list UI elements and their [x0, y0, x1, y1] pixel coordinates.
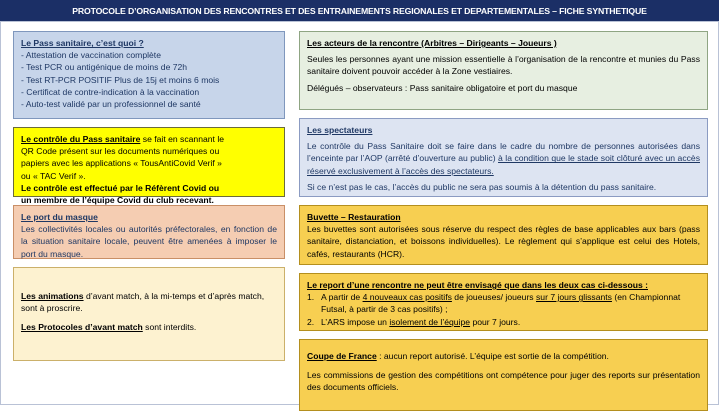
report-item1-u1: 4 nouveaux cas positifs [362, 292, 452, 303]
controle-pass-line1 [21, 133, 277, 145]
report-item-number: 2. [307, 316, 315, 327]
report-heading: Le report d’une rencontre ne peut être envisagé que dans les deux cas ci-dessous : [307, 280, 648, 290]
controle-pass-bold2: un membre de l’équipe Covid du club recevant. [21, 195, 214, 206]
report-item2-u1: isolement de l’équipe [389, 316, 471, 327]
coupe-heading: Coupe de France [307, 351, 377, 361]
page-title [0, 0, 719, 21]
acteurs-heading: Les acteurs de la rencontre (Arbitres – Dirigeants – Joueurs ) [307, 38, 557, 48]
section-animations [13, 267, 285, 361]
coupe-heading-rest: : aucun report autorisé. L’équipe est sortie de la compétition. [376, 351, 609, 361]
controle-pass-heading: Le contrôle du Pass sanitaire [21, 134, 141, 144]
protocoles-paragraph [21, 321, 277, 333]
buvette-heading: Buvette – Restauration [307, 212, 401, 222]
section-coupe-de-france [299, 339, 708, 411]
controle-pass-line2: QR Code présent sur les documents numériques ou [21, 146, 220, 157]
sheet-body [0, 21, 719, 405]
controle-pass-line4: ou « TAC Verif ». [21, 170, 86, 181]
report-item-text [321, 291, 700, 315]
report-item-number: 1. [307, 292, 315, 303]
spectateurs-p1-underlined: à la condition que le stade soit clôturé avec un accès réservé exclusivement à l’accès des spectateurs. [307, 153, 700, 176]
left-column [13, 31, 285, 369]
report-item1-a: A partir de [321, 292, 363, 303]
section-buvette [299, 205, 708, 265]
report-item2-a: L’ARS impose un [321, 316, 390, 327]
spacer [21, 314, 277, 321]
section-controle-pass [13, 127, 285, 206]
protocoles-text: sont interdits. [142, 322, 197, 333]
spectateurs-paragraph-2: Si ce n’est pas le cas, l’accès du public ne sera pas soumis à la détention du pass sanitaire. [307, 181, 657, 192]
report-item1-u2: sur 7 jours glissants [536, 292, 612, 303]
port-masque-heading: Le port du masque [21, 212, 98, 222]
pass-sanitaire-item: - Certificat de contre-indication à la vaccination [21, 86, 200, 97]
pass-sanitaire-item: - Test RT-PCR POSITIF Plus de 15j et moins 6 mois [21, 74, 220, 85]
right-column [299, 31, 708, 419]
animations-label: Les animations [21, 291, 84, 301]
coupe-heading-line [307, 350, 700, 362]
acteurs-paragraph-1: Seules les personnes ayant une mission essentielle à l’organisation de la rencontre et munies du Pass sanitaire doivent pouvoir accéder à la Zone vestiaires. [307, 54, 700, 77]
report-list-item [307, 316, 700, 328]
buvette-body: Les buvettes sont autorisées sous réserve du respect des règles de base applicables aux bars (pass sanitaire, distanciation, et boissons individuelles). Le règlement qui s’applique est celui des Hotels, cafés, restaurants (HCR). [307, 224, 700, 259]
section-acteurs [299, 31, 708, 110]
controle-pass-line1-rest: se fait en scannant le [140, 134, 225, 144]
spectateurs-p1-plain: Le contrôle du Pass Sanitaire doit se faire dans le cadre du nombre de personnes autorisées dans l’enceinte par l’AOP (arrêté d’ouverture au public) [307, 141, 700, 164]
port-masque-body: Les collectivités locales ou autorités préfectorales, en fonction de la situation sanitaire locale, peuvent être amenées à imposer le port du masque. [21, 224, 277, 259]
coupe-body: Les commissions de gestion des compétitions ont compétence pour juger des reports sur présentation des documents officiels. [307, 370, 700, 393]
pass-sanitaire-item: - Auto-test validé par un professionnel de santé [21, 99, 201, 110]
page-title-text: PROTOCOLE D’ORGANISATION DES RENCONTRES ET DES ENTRAINEMENTS REGIONALES ET DEPARTEMENTALES – FICHE SYNTHETIQUE [72, 5, 647, 16]
acteurs-paragraph-2: Délégués – observateurs : Pass sanitaire obligatoire et port du masque [307, 82, 578, 93]
report-list-item [307, 291, 700, 315]
pass-sanitaire-item: - Attestation de vaccination complète [21, 50, 161, 61]
pass-sanitaire-item: - Test PCR ou antigénique de moins de 72h [21, 62, 188, 73]
pass-sanitaire-heading: Le Pass sanitaire, c’est quoi ? [21, 38, 144, 48]
report-item1-b: de joueuses/ joueurs [451, 292, 536, 303]
report-item2-b: pour 7 jours. [470, 316, 521, 327]
protocoles-label: Les Protocoles d’avant match [21, 322, 143, 333]
animations-text: d’avant match, à la mi-temps et d’après match, sont à proscrire. [21, 291, 265, 314]
animations-paragraph [21, 290, 277, 314]
report-item1-c: (en Championnat Futsal, à partir de 3 cas positifs) ; [321, 292, 681, 315]
controle-pass-line3: papiers avec les applications « TousAntiCovid Verif » [21, 158, 222, 169]
section-spectateurs [299, 118, 708, 197]
spectateurs-paragraph-1 [307, 140, 700, 177]
controle-pass-bold1: Le contrôle est effectué par le Réfèrent Covid ou [21, 182, 220, 193]
spacer [307, 362, 700, 369]
section-port-masque [13, 205, 285, 259]
report-item-text [321, 316, 700, 328]
section-pass-sanitaire [13, 31, 285, 119]
section-report [299, 273, 708, 331]
spectateurs-heading: Les spectateurs [307, 125, 373, 135]
